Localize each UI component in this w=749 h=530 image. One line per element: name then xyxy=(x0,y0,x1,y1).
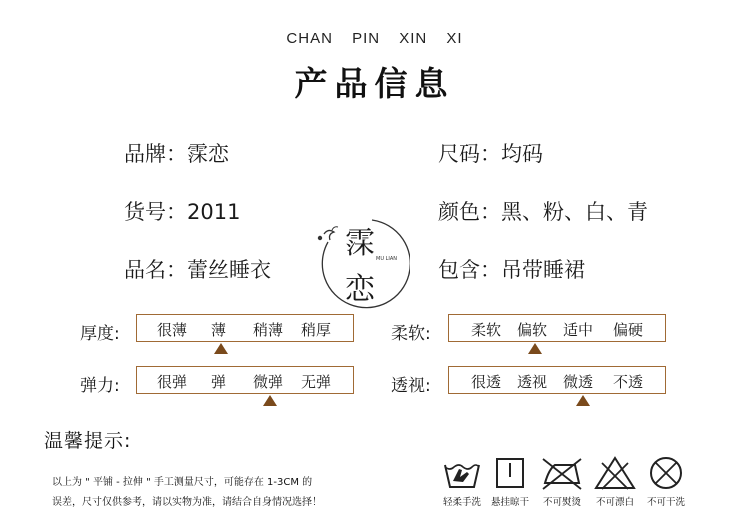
transparency-option: 不透 xyxy=(613,373,644,391)
transparency-option: 微透 xyxy=(563,373,594,391)
brand-logo xyxy=(310,212,410,312)
elasticity-indicator-icon xyxy=(263,395,277,406)
thickness-option: 稍厚 xyxy=(301,321,332,339)
softness-option: 柔软 xyxy=(471,321,502,339)
size-info: 尺码：均码 xyxy=(438,142,543,166)
page-title: 产品信息 xyxy=(294,64,455,103)
thickness-option: 薄 xyxy=(211,321,227,339)
softness-indicator-icon xyxy=(528,343,542,354)
item-number-info: 货号：2011 xyxy=(124,200,241,224)
softness-option: 适中 xyxy=(563,321,594,339)
thickness-option: 很薄 xyxy=(157,321,188,339)
thickness-label: 厚度: xyxy=(80,324,120,344)
elasticity-option: 很弹 xyxy=(157,373,188,391)
transparency-label: 透视: xyxy=(391,376,431,396)
softness-label: 柔软: xyxy=(391,324,431,344)
elasticity-option: 微弹 xyxy=(253,373,284,391)
no-dry-clean-icon xyxy=(643,455,689,491)
no-iron-icon xyxy=(539,455,585,491)
logo-subtext: MU LIAN xyxy=(376,256,397,262)
brand-info: 品牌：霂恋 xyxy=(124,142,229,166)
tips-title: 温馨提示: xyxy=(44,430,132,452)
hang-dry-icon xyxy=(487,455,533,491)
elasticity-option: 无弹 xyxy=(301,373,332,391)
softness-scale xyxy=(448,314,666,342)
logo-char-1: 霂 xyxy=(345,226,375,261)
elasticity-label: 弹力: xyxy=(80,376,120,396)
transparency-option: 透视 xyxy=(517,373,548,391)
colors-info: 颜色：黑、粉、白、青 xyxy=(438,200,648,224)
pinyin-heading: CHAN PIN XIN XI xyxy=(286,30,463,47)
elasticity-scale xyxy=(136,366,354,394)
care-label-hang-dry: 悬挂晾干 xyxy=(490,497,529,508)
care-label-no-bleach: 不可漂白 xyxy=(595,497,634,508)
transparency-scale xyxy=(448,366,666,394)
hand-wash-icon xyxy=(439,455,485,491)
elasticity-option: 弹 xyxy=(211,373,227,391)
care-label-no-dry-clean: 不可干洗 xyxy=(646,497,685,508)
tips-line-1: 以上为 " 平铺 - 拉伸 " 手工测量尺寸，可能存在 1-3CM 的 xyxy=(52,477,313,488)
transparency-indicator-icon xyxy=(576,395,590,406)
transparency-option: 很透 xyxy=(471,373,502,391)
care-label-hand-wash: 轻柔手洗 xyxy=(442,497,481,508)
thickness-option: 稍薄 xyxy=(253,321,284,339)
care-label-no-iron: 不可熨烫 xyxy=(542,497,581,508)
logo-char-2: 恋 xyxy=(345,272,375,307)
tips-line-2: 误差，尺寸仅供参考，请以实物为准，请结合自身情况选择！ xyxy=(52,497,322,508)
thickness-scale xyxy=(136,314,354,342)
includes-info: 包含：吊带睡裙 xyxy=(438,258,585,282)
softness-option: 偏硬 xyxy=(613,321,644,339)
thickness-indicator-icon xyxy=(214,343,228,354)
softness-option: 偏软 xyxy=(517,321,548,339)
no-bleach-icon xyxy=(592,455,638,491)
product-name-info: 品名：蕾丝睡衣 xyxy=(124,258,271,282)
